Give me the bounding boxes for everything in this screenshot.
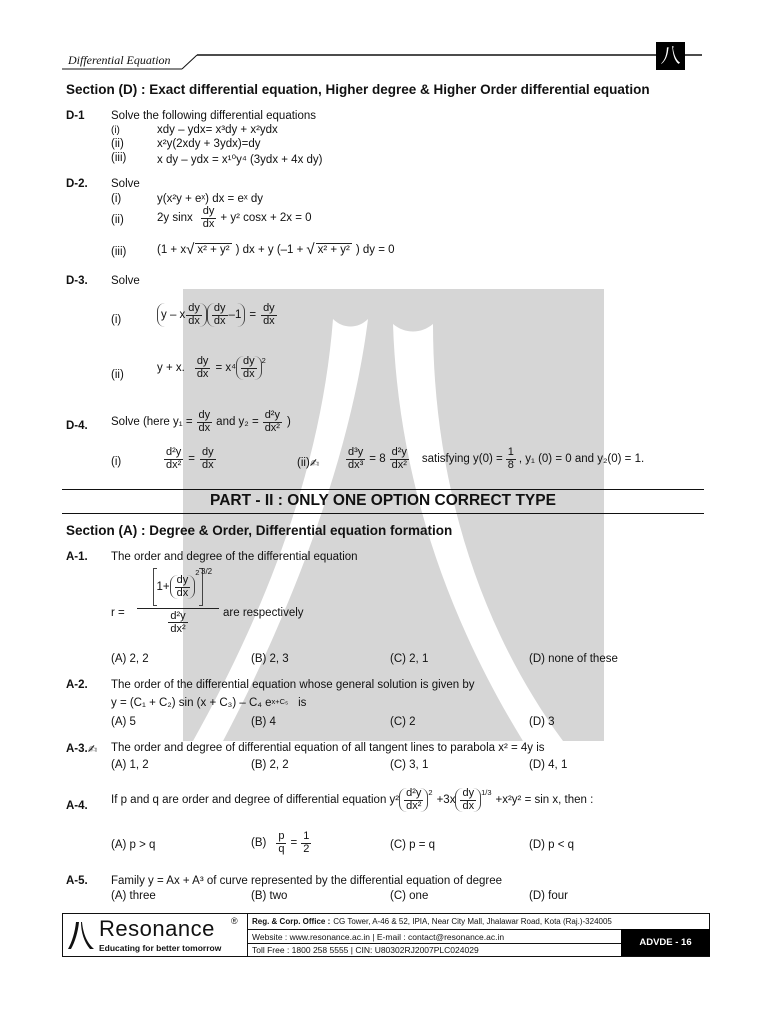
big-fraction (137, 568, 219, 635)
brand-name: Resonance (99, 916, 215, 941)
question-text: Family y = Ax + A³ of curve represented by the differential equation of degree (111, 875, 503, 887)
fraction: $\frac{\text{d²y}}{\text{dx²}}$ (264, 409, 280, 434)
office-address: CG Tower, A-46 & 52, IPIA, Near City Mall, Jhalawar Road, Kota (Raj.)-324005 (333, 917, 612, 926)
registered-mark: ® (231, 916, 238, 926)
bracket-group (157, 303, 207, 327)
question-text: The order of the differential equation whose general solution is given by (111, 679, 475, 691)
sqrt-icon: √ (306, 241, 315, 258)
question-number: A-1. (66, 551, 88, 563)
section-d-title: Section (D) : Exact differential equation, Higher degree & Higher Order differential equation (66, 82, 650, 97)
logo-icon: 八 (656, 42, 685, 70)
footer-logo-block (63, 914, 248, 956)
equation-text: and y₂ = (216, 416, 259, 429)
part-label: (i) (111, 456, 122, 468)
page-code-badge: ADVDE - 16 (621, 929, 710, 956)
equation: y(x²y + eˣ) dx = eˣ dy (157, 193, 263, 205)
part-label: (i) (111, 314, 122, 326)
equation-text: is (298, 697, 307, 709)
part-label: (ii) (111, 214, 124, 226)
pen-icon: ✍ (309, 458, 320, 470)
question-text: Solve (111, 275, 140, 287)
part-label: (ii) (111, 369, 124, 381)
exponent: 2 (195, 568, 200, 577)
sqrt-icon: √ (186, 241, 195, 258)
question-number: D-4. (66, 420, 88, 432)
fraction: $\frac{dy}{dx}$ (263, 302, 275, 327)
part-label: (iii) (111, 246, 127, 258)
equation-text: y = (C₁ + C₂) sin (x + C₃) – C₄ e (111, 697, 272, 709)
fraction: $\frac{\text{d²y}}{\text{dx²}}$ (391, 446, 407, 471)
option: (A) 5 (111, 716, 136, 728)
part-label: (i) (111, 125, 120, 136)
equals-sign: = (249, 309, 257, 322)
equation-text: y + x. (157, 362, 185, 375)
question-text: Solve the following differential equations (111, 110, 317, 122)
exponent: 2 (261, 356, 266, 365)
equation-text: y – x (161, 309, 186, 322)
bracket-group (170, 575, 196, 599)
option: (D) 4, 1 (529, 759, 568, 771)
equation-text: 1+ (156, 581, 170, 593)
tollfree-line: Toll Free : 1800 258 5555 | CIN: U80302RJ2007PLC024029 (252, 945, 479, 955)
exponent: 2 (428, 788, 433, 797)
equation-text: + y² cosx + 2x = 0 (220, 212, 312, 225)
equation-text: (1 + x (157, 243, 187, 256)
option: (B) 2, 3 (251, 653, 289, 665)
exponent: x+C₅ (271, 697, 289, 706)
question-number: D-1 (66, 110, 85, 122)
question-text: The order and degree of the differential equation (111, 551, 358, 563)
bracket-group (399, 788, 428, 812)
equation-text: 2y sinx (157, 212, 193, 225)
fraction: $\frac{dy}{dx}$ (176, 573, 189, 599)
option: (A) p > q (111, 839, 156, 851)
part-label: (ii) (297, 457, 310, 469)
question-number: D-3. (66, 275, 88, 287)
question-text: Solve (111, 178, 140, 190)
equation (157, 206, 312, 230)
option: (C) 2, 1 (390, 653, 429, 665)
equation (111, 697, 306, 709)
numerator: d²y (170, 610, 186, 622)
equation-text: –1 (228, 309, 242, 322)
fraction: $\frac{\text{d³y}}{\text{dx³}}$ (348, 446, 364, 471)
equation-text: ) (286, 416, 291, 429)
bracket-group (455, 788, 481, 812)
part-title: PART - II : ONLY ONE OPTION CORRECT TYPE (210, 492, 556, 509)
fraction: $\frac{p}{q}$ (278, 830, 285, 855)
office-line (252, 917, 612, 926)
option-label: (B) (251, 837, 267, 850)
fraction: $\frac{dy}{dx}$ (462, 787, 475, 812)
equation-text: Solve (here y₁ = (111, 416, 193, 429)
radicand: x² + y² (317, 244, 350, 256)
equation-text: ) dx + y (–1 + (235, 243, 304, 256)
fraction: $\frac{dy}{dx}$ (243, 355, 255, 380)
resonance-logo-icon (67, 920, 95, 950)
section-a-title: Section (A) : Degree & Order, Differential equation formation (66, 523, 453, 538)
equation-text: = 8 (369, 453, 386, 466)
option: (C) one (390, 890, 429, 902)
equation: xdy – ydx= x³dy + x²ydx (157, 124, 278, 136)
equals-sign: = (188, 453, 195, 466)
part-label: (i) (111, 193, 122, 205)
footer (62, 913, 710, 957)
denominator: dx² (170, 623, 186, 636)
divider (62, 513, 704, 514)
exponent: 1/3 (481, 788, 492, 797)
question-number: D-2. (66, 178, 88, 190)
question-text: The order and degree of differential equation of all tangent lines to parabola x² = 4y is (111, 742, 545, 754)
part-label: (ii) (111, 138, 124, 150)
divider (248, 943, 621, 944)
question-number: A-2. (66, 679, 88, 691)
equation-text: If p and q are order and degree of differential equation y² (111, 794, 400, 807)
question-number-group (66, 742, 97, 756)
option: (A) three (111, 890, 156, 902)
equation (163, 447, 217, 471)
divider (62, 489, 704, 490)
brand-tagline: Educating for better tomorrow (99, 943, 222, 953)
header-rule (62, 48, 702, 73)
equation-text: = x⁴ (215, 362, 237, 375)
chapter-title: Differential Equation (68, 53, 171, 67)
equation-text: +3x (436, 794, 456, 807)
question-text (111, 410, 291, 434)
equation: x dy – ydx = x¹⁰y⁴ (3ydx + 4x dy) (157, 154, 323, 166)
equation-text: ) dy = 0 (355, 243, 395, 256)
question-number: A-5. (66, 875, 88, 887)
equation-text: +x²y² = sin x, then : (495, 794, 594, 807)
option (251, 831, 312, 855)
question-number: A-3. (66, 743, 88, 755)
option: (A) 1, 2 (111, 759, 149, 771)
fraction: $\frac{dy}{dx}$ (213, 302, 226, 327)
website-line: Website : www.resonance.ac.in | E-mail : contact@resonance.ac.in (252, 932, 505, 942)
option: (D) none of these (529, 653, 618, 665)
equation: x²y(2xdy + 3ydx)=dy (157, 138, 261, 150)
equation-text: are respectively (223, 607, 304, 619)
fraction: $\frac{\text{d²y}}{\text{dx²}}$ (166, 446, 182, 471)
equals-sign: = (290, 837, 298, 850)
pen-icon: ✍ (87, 744, 98, 756)
fraction: $\frac{dy}{dx}$ (198, 409, 211, 434)
option: (B) 2, 2 (251, 759, 289, 771)
option: (D) 3 (529, 716, 555, 728)
fraction-denominator (137, 609, 219, 635)
option: (B) two (251, 890, 288, 902)
equation-text: satisfying y(0) = (421, 453, 503, 466)
equation (345, 447, 644, 471)
fraction: $\frac{dy}{dx}$ (202, 205, 215, 230)
radicand: x² + y² (197, 244, 230, 256)
equation-text: r = (111, 607, 125, 619)
fraction: $\frac{dy}{dx}$ (202, 446, 214, 471)
question-text (111, 788, 593, 812)
option: (C) 3, 1 (390, 759, 429, 771)
equation (157, 356, 266, 380)
equation-text: , y₁ (0) = 0 and y₂(0) = 1. (518, 453, 645, 466)
equation (157, 241, 395, 258)
part-label-group (297, 456, 319, 470)
option: (D) p < q (529, 839, 575, 851)
equation (157, 303, 278, 327)
option: (B) 4 (251, 716, 276, 728)
fraction: $\frac{1}{8}$ (507, 446, 514, 471)
bracket-group (207, 303, 245, 327)
option: (A) 2, 2 (111, 653, 149, 665)
fraction: $\frac{dy}{dx}$ (196, 355, 209, 380)
option: (C) p = q (390, 839, 436, 851)
fraction: $\frac{1}{2}$ (303, 830, 310, 855)
option: (C) 2 (390, 716, 416, 728)
fraction: $\frac{dy}{dx}$ (188, 302, 200, 327)
option: (D) four (529, 890, 568, 902)
bracket-group (236, 356, 262, 380)
office-label: Reg. & Corp. Office : (252, 917, 331, 926)
exponent: 3/2 (201, 567, 213, 576)
fraction: $\frac{\text{d²y}}{\text{dx²}}$ (406, 787, 422, 812)
part-label: (iii) (111, 152, 127, 164)
question-number: A-4. (66, 800, 88, 812)
